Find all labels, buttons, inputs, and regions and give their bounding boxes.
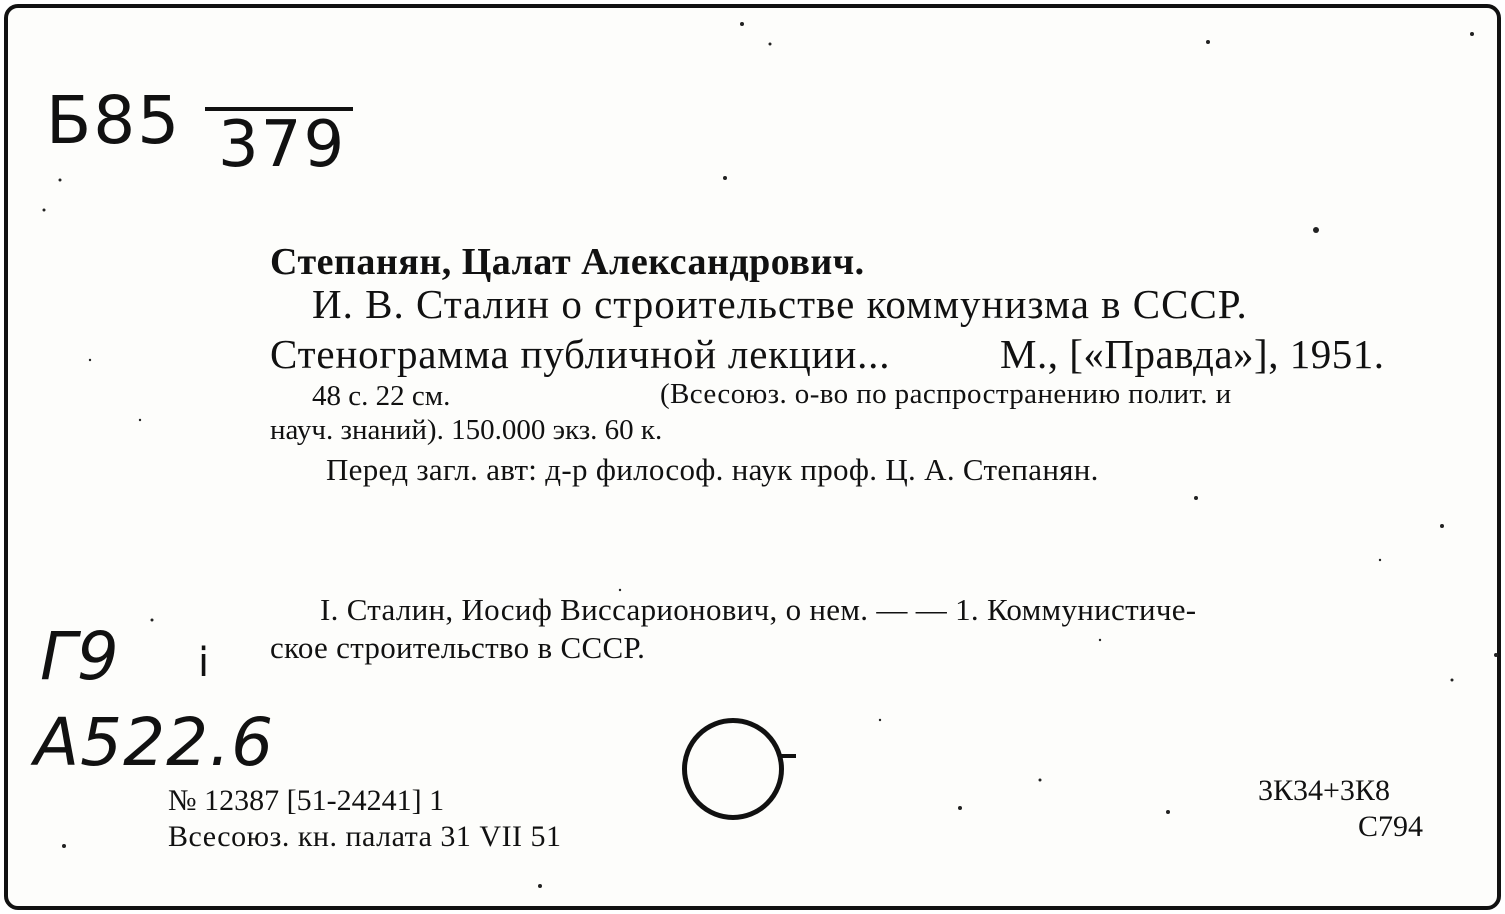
stamp-tick: [780, 754, 796, 758]
card-number: № 12387 [51-24241] 1: [168, 784, 445, 817]
author-mark: С794: [1358, 810, 1424, 843]
subtitle-line: Стенограмма публичной лекции...: [270, 331, 891, 377]
shelf-mark: Б85: [46, 82, 182, 159]
handwritten-mark-i: і: [198, 640, 210, 686]
tracings-continuation: ское строительство в СССР.: [270, 630, 646, 665]
classification-code: 3К34+3К8: [1258, 774, 1390, 807]
author-heading: Степанян, Цалат Александрович.: [270, 241, 865, 283]
physical-description: 48 с. 22 см.: [312, 380, 451, 412]
shelf-mark-number: 379: [218, 108, 347, 182]
book-chamber-line: Всесоюз. кн. палата 31 VII 51: [168, 820, 562, 853]
title-line: И. В. Сталин о строительстве коммунизма в СССР.: [312, 281, 1248, 327]
imprint: М., [«Правда»], 1951.: [1000, 331, 1385, 377]
tracings-line: I. Сталин, Иосиф Виссарионович, о нем. — — 1. Коммунистиче-: [320, 592, 1197, 627]
series-continuation: науч. знаний). 150.000 экз. 60 к.: [270, 414, 663, 446]
author-note: Перед загл. авт: д-р философ. наук проф. Ц. А. Степанян.: [326, 452, 1099, 487]
circle-stamp: [682, 718, 784, 820]
handwritten-class-code: А522.6: [34, 704, 275, 781]
handwritten-mark-g9: Г9: [40, 618, 119, 695]
series-statement: (Всесоюз. о-во по распространению полит. и: [660, 378, 1232, 410]
